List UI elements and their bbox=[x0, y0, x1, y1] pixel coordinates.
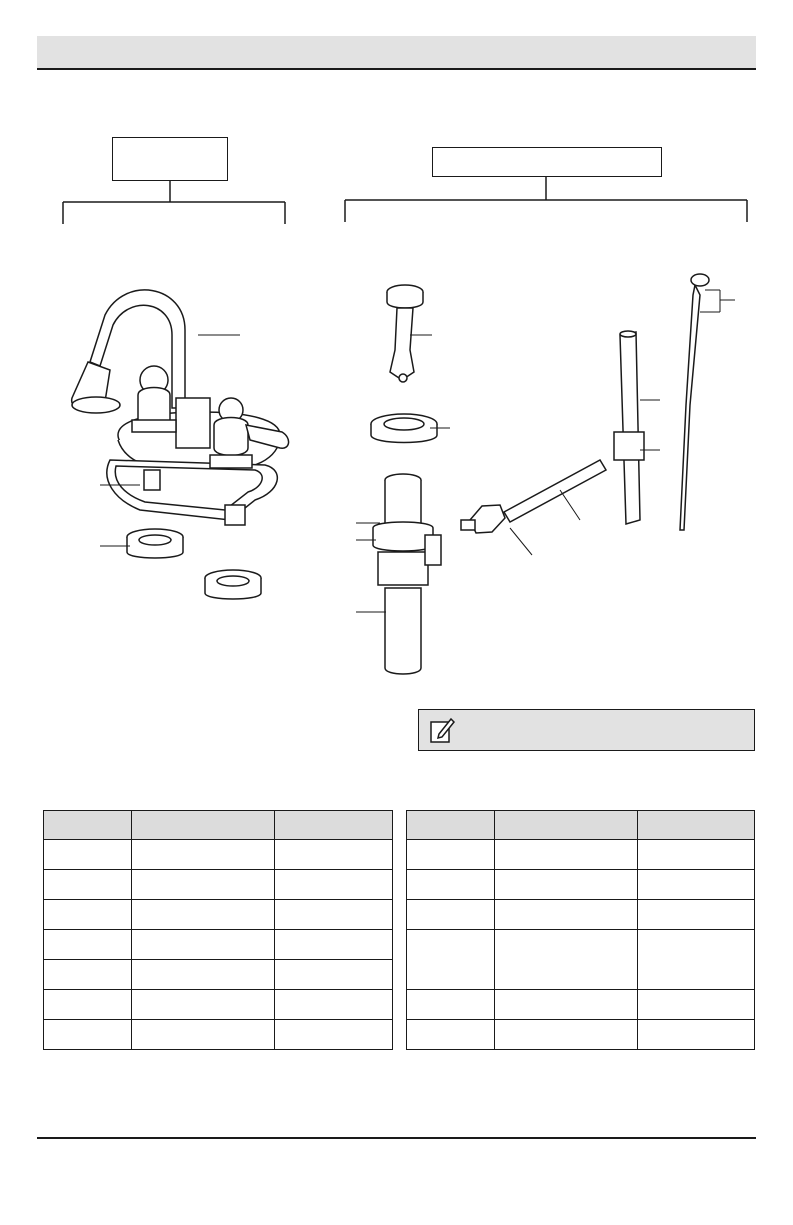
table-cell bbox=[275, 840, 393, 870]
table-cell bbox=[275, 960, 393, 990]
table-row bbox=[407, 840, 755, 870]
table-cell bbox=[44, 1020, 132, 1050]
table-cell bbox=[275, 900, 393, 930]
table-cell bbox=[495, 1020, 638, 1050]
table-cell bbox=[407, 870, 495, 900]
parts-table-right bbox=[406, 810, 755, 1050]
table-row bbox=[44, 990, 393, 1020]
table-row bbox=[44, 840, 393, 870]
table-cell bbox=[44, 960, 132, 990]
table-row bbox=[407, 1020, 755, 1050]
note-pencil-icon bbox=[429, 716, 455, 744]
table-row bbox=[407, 900, 755, 930]
table-cell bbox=[44, 930, 132, 960]
table-cell bbox=[638, 870, 755, 900]
table-cell bbox=[495, 840, 638, 870]
table-cell bbox=[44, 900, 132, 930]
table-row bbox=[407, 990, 755, 1020]
column-header bbox=[407, 811, 495, 840]
bracket-right bbox=[345, 176, 747, 222]
table-cell bbox=[407, 930, 495, 990]
table-cell bbox=[132, 1020, 275, 1050]
table-cell bbox=[275, 870, 393, 900]
column-header bbox=[638, 811, 755, 840]
table-cell bbox=[132, 900, 275, 930]
table-cell bbox=[132, 990, 275, 1020]
table-cell bbox=[275, 930, 393, 960]
footer-rule bbox=[37, 1137, 756, 1139]
table-cell bbox=[275, 1020, 393, 1050]
table-cell bbox=[638, 840, 755, 870]
table-cell bbox=[407, 840, 495, 870]
table-cell bbox=[638, 1020, 755, 1050]
note-callout bbox=[418, 709, 755, 751]
table-cell bbox=[407, 900, 495, 930]
bracket-left bbox=[63, 181, 285, 224]
table-row bbox=[44, 930, 393, 960]
table-cell bbox=[495, 900, 638, 930]
table-cell bbox=[407, 1020, 495, 1050]
table-header-row bbox=[44, 811, 393, 840]
table-row bbox=[407, 870, 755, 900]
table-cell bbox=[44, 990, 132, 1020]
table-cell bbox=[495, 990, 638, 1020]
faucet-nuts bbox=[127, 529, 261, 599]
table-cell bbox=[495, 930, 638, 990]
table-cell bbox=[44, 870, 132, 900]
column-header bbox=[275, 811, 393, 840]
column-header bbox=[44, 811, 132, 840]
faucet-illustration bbox=[72, 290, 289, 525]
table-row bbox=[44, 870, 393, 900]
table-cell bbox=[495, 870, 638, 900]
drain-illustration bbox=[371, 274, 709, 674]
table-cell bbox=[638, 990, 755, 1020]
column-header bbox=[132, 811, 275, 840]
table-cell bbox=[638, 930, 755, 990]
table-cell bbox=[132, 960, 275, 990]
table-cell bbox=[44, 840, 132, 870]
table-cell bbox=[407, 990, 495, 1020]
table-cell bbox=[132, 930, 275, 960]
table-row bbox=[44, 900, 393, 930]
table-row bbox=[407, 930, 755, 990]
table-cell bbox=[275, 990, 393, 1020]
parts-table-left bbox=[43, 810, 393, 1050]
table-cell bbox=[638, 900, 755, 930]
table-row bbox=[44, 1020, 393, 1050]
table-row bbox=[44, 960, 393, 990]
table-cell bbox=[132, 870, 275, 900]
table-cell bbox=[132, 840, 275, 870]
column-header bbox=[495, 811, 638, 840]
table-header-row bbox=[407, 811, 755, 840]
